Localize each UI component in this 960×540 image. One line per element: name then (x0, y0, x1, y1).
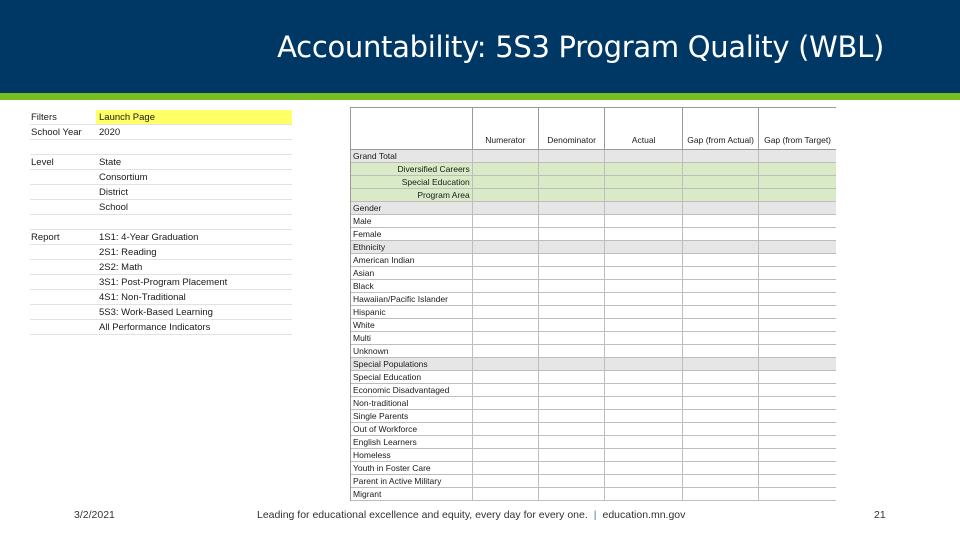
filter-value: 3S1: Post-Program Placement (99, 277, 228, 288)
filter-value: State (99, 157, 122, 168)
table-cell (682, 267, 758, 279)
filter-key (30, 140, 96, 154)
table-cell (538, 176, 604, 188)
table-cell (758, 319, 836, 331)
table-cell (682, 384, 758, 396)
filter-row (30, 155, 292, 170)
table-row (351, 475, 836, 488)
filter-row (30, 215, 292, 230)
filter-key: Level (31, 157, 54, 168)
filter-key (30, 260, 96, 274)
table-cell (604, 319, 682, 331)
table-cell (472, 475, 538, 487)
report-table-body (351, 150, 836, 501)
table-cell (472, 488, 538, 500)
table-cell (472, 462, 538, 474)
table-cell (472, 254, 538, 266)
table-row (351, 267, 836, 280)
filter-row (30, 230, 292, 245)
table-cell (682, 293, 758, 305)
row-label: Program Area (417, 190, 470, 200)
table-cell (538, 488, 604, 500)
row-label: Parent in Active Military (353, 476, 442, 486)
table-cell (604, 410, 682, 422)
table-cell (682, 449, 758, 461)
table-cell (758, 423, 836, 435)
table-cell (604, 293, 682, 305)
table-cell (472, 436, 538, 448)
filter-value: 2S2: Math (99, 262, 143, 273)
table-cell (758, 254, 836, 266)
table-cell (472, 241, 538, 253)
table-row (351, 358, 836, 371)
report-table (350, 107, 836, 501)
table-cell (682, 358, 758, 370)
table-cell (758, 202, 836, 214)
filter-row (30, 125, 292, 140)
table-cell (538, 189, 604, 201)
filter-value: District (99, 187, 129, 198)
table-cell (472, 176, 538, 188)
table-row (351, 202, 836, 215)
table-cell (604, 202, 682, 214)
filter-value (96, 215, 292, 229)
table-cell (604, 423, 682, 435)
table-cell (538, 293, 604, 305)
table-row (351, 215, 836, 228)
row-label: Diversified Careers (397, 164, 470, 174)
table-cell (758, 332, 836, 344)
table-cell (604, 280, 682, 292)
table-cell (758, 241, 836, 253)
table-cell (682, 462, 758, 474)
table-row (351, 176, 836, 189)
row-label: Multi (353, 333, 371, 343)
table-cell (758, 345, 836, 357)
table-cell (472, 228, 538, 240)
filter-row (30, 260, 292, 275)
table-row (351, 293, 836, 306)
filter-row (30, 200, 292, 215)
table-cell (538, 462, 604, 474)
row-label: Economic Disadvantaged (353, 385, 450, 395)
table-row (351, 449, 836, 462)
table-cell (604, 332, 682, 344)
filter-row (30, 170, 292, 185)
table-cell (472, 449, 538, 461)
filter-value: 5S3: Work-Based Learning (99, 307, 213, 318)
row-label: Out of Workforce (353, 424, 418, 434)
table-cell (604, 254, 682, 266)
table-cell (758, 410, 836, 422)
row-label: Special Education (353, 372, 422, 382)
row-label: Unknown (353, 346, 389, 356)
row-label: Hawaiian/Pacific Islander (353, 294, 448, 304)
table-cell (472, 163, 538, 175)
table-cell (758, 449, 836, 461)
table-row (351, 228, 836, 241)
table-cell (472, 150, 538, 162)
report-table-header (351, 108, 836, 150)
table-cell (758, 163, 836, 175)
table-cell (758, 215, 836, 227)
table-cell (604, 215, 682, 227)
row-label: Special Education (401, 177, 470, 187)
table-cell (472, 189, 538, 201)
filter-key (30, 320, 96, 334)
table-cell (758, 475, 836, 487)
table-row (351, 410, 836, 423)
table-cell (682, 241, 758, 253)
table-cell (538, 267, 604, 279)
table-row (351, 345, 836, 358)
table-cell (682, 163, 758, 175)
table-cell (604, 358, 682, 370)
table-cell (682, 345, 758, 357)
table-cell (758, 462, 836, 474)
table-row (351, 488, 836, 501)
table-cell (758, 280, 836, 292)
row-label: Special Populations (353, 359, 428, 369)
column-header-numerator: Numerator (472, 108, 538, 149)
column-header-gap-target: Gap (from Target) (758, 108, 836, 149)
column-header-actual: Actual (604, 108, 682, 149)
table-cell (604, 150, 682, 162)
table-cell (682, 306, 758, 318)
filter-row (30, 275, 292, 290)
table-cell (604, 176, 682, 188)
table-cell (682, 228, 758, 240)
table-cell (604, 462, 682, 474)
table-cell (472, 410, 538, 422)
filter-key (30, 245, 96, 259)
filter-key (30, 170, 96, 184)
table-cell (538, 423, 604, 435)
filter-row (30, 320, 292, 335)
table-row (351, 371, 836, 384)
table-cell (538, 306, 604, 318)
filter-row (30, 185, 292, 200)
slide-title: Accountability: 5S3 Program Quality (WBL) (277, 30, 884, 64)
filter-key (30, 215, 96, 229)
row-label: Black (353, 281, 374, 291)
row-label: Non-traditional (353, 398, 409, 408)
filter-key (30, 290, 96, 304)
table-cell (538, 384, 604, 396)
table-cell (682, 280, 758, 292)
table-cell (682, 410, 758, 422)
table-cell (538, 410, 604, 422)
table-cell (604, 267, 682, 279)
table-row (351, 254, 836, 267)
filter-key: School Year (31, 127, 82, 138)
table-cell (758, 293, 836, 305)
filter-key: Filters (31, 112, 57, 123)
table-cell (538, 202, 604, 214)
table-row (351, 332, 836, 345)
filter-value: Consortium (99, 172, 148, 183)
table-cell (682, 371, 758, 383)
filter-row (30, 305, 292, 320)
table-cell (758, 189, 836, 201)
table-cell (682, 488, 758, 500)
table-cell (472, 267, 538, 279)
footer-tagline-group (257, 509, 685, 521)
filter-value: Launch Page (96, 110, 292, 124)
table-row (351, 436, 836, 449)
filter-value: 1S1: 4-Year Graduation (99, 232, 199, 243)
table-cell (538, 319, 604, 331)
filter-key (30, 200, 96, 214)
footer-date: 3/2/2021 (74, 509, 115, 521)
table-cell (682, 423, 758, 435)
table-cell (682, 397, 758, 409)
table-cell (604, 488, 682, 500)
table-cell (758, 371, 836, 383)
table-cell (472, 384, 538, 396)
table-cell (758, 436, 836, 448)
table-row (351, 189, 836, 202)
filter-value: School (99, 202, 129, 213)
filter-row (30, 110, 292, 125)
table-cell (472, 332, 538, 344)
table-cell (472, 293, 538, 305)
filter-value: 2020 (99, 127, 121, 138)
filter-value (96, 140, 292, 154)
header-blank-cell (351, 108, 472, 149)
table-cell (538, 150, 604, 162)
table-row (351, 384, 836, 397)
filter-row (30, 140, 292, 155)
table-cell (472, 202, 538, 214)
table-cell (682, 215, 758, 227)
table-cell (682, 150, 758, 162)
filter-row (30, 290, 292, 305)
table-cell (538, 241, 604, 253)
row-label: English Learners (353, 437, 417, 447)
header-accent-stripe (0, 93, 960, 100)
table-cell (538, 280, 604, 292)
table-row (351, 163, 836, 176)
column-header-gap-actual: Gap (from Actual) (682, 108, 758, 149)
table-cell (538, 163, 604, 175)
table-cell (538, 371, 604, 383)
table-cell (538, 436, 604, 448)
table-cell (682, 202, 758, 214)
table-cell (538, 449, 604, 461)
table-row (351, 319, 836, 332)
row-label: White (353, 320, 375, 330)
table-row (351, 280, 836, 293)
filter-value: 4S1: Non-Traditional (99, 292, 186, 303)
table-cell (604, 241, 682, 253)
table-cell (472, 423, 538, 435)
table-cell (682, 319, 758, 331)
page-number: 21 (874, 509, 886, 521)
table-cell (682, 176, 758, 188)
filter-key (30, 185, 96, 199)
table-cell (758, 397, 836, 409)
table-row (351, 462, 836, 475)
table-cell (758, 306, 836, 318)
filter-key: Report (31, 232, 60, 243)
row-label: Ethnicity (353, 242, 386, 252)
row-label: Male (353, 216, 372, 226)
row-label: Homeless (353, 450, 391, 460)
filters-panel (30, 110, 292, 335)
table-cell (472, 306, 538, 318)
table-cell (604, 436, 682, 448)
table-cell (538, 215, 604, 227)
table-row (351, 423, 836, 436)
table-cell (538, 332, 604, 344)
table-cell (538, 228, 604, 240)
table-cell (758, 384, 836, 396)
column-header-denominator: Denominator (538, 108, 604, 149)
table-cell (538, 254, 604, 266)
table-cell (758, 488, 836, 500)
row-label: American Indian (353, 255, 415, 265)
table-cell (758, 150, 836, 162)
table-cell (604, 228, 682, 240)
row-label: Migrant (353, 489, 382, 499)
row-label: Youth in Foster Care (353, 463, 431, 473)
table-cell (538, 397, 604, 409)
table-cell (538, 358, 604, 370)
table-cell (682, 332, 758, 344)
table-cell (604, 371, 682, 383)
table-cell (758, 267, 836, 279)
footer-tagline: Leading for educational excellence and equity, every day for every one. (257, 509, 588, 521)
filter-key (30, 305, 96, 319)
table-cell (472, 345, 538, 357)
table-cell (538, 345, 604, 357)
table-cell (604, 163, 682, 175)
filter-value: 2S1: Reading (99, 247, 157, 258)
table-row (351, 397, 836, 410)
table-cell (472, 371, 538, 383)
table-cell (472, 397, 538, 409)
filter-key (30, 275, 96, 289)
table-cell (604, 449, 682, 461)
table-cell (682, 254, 758, 266)
table-cell (758, 176, 836, 188)
table-row (351, 241, 836, 254)
table-cell (472, 358, 538, 370)
table-cell (604, 189, 682, 201)
table-cell (682, 189, 758, 201)
table-cell (604, 345, 682, 357)
row-label: Gender (353, 203, 382, 213)
table-cell (472, 280, 538, 292)
table-row (351, 150, 836, 163)
row-label: Female (353, 229, 382, 239)
row-label: Hispanic (353, 307, 386, 317)
table-cell (472, 215, 538, 227)
table-cell (604, 306, 682, 318)
row-label: Grand Total (353, 151, 397, 161)
table-cell (758, 228, 836, 240)
table-row (351, 306, 836, 319)
footer-website: education.mn.gov (602, 509, 686, 521)
table-cell (682, 436, 758, 448)
table-cell (538, 475, 604, 487)
table-cell (604, 475, 682, 487)
table-cell (604, 397, 682, 409)
table-cell (758, 358, 836, 370)
row-label: Single Parents (353, 411, 409, 421)
row-label: Asian (353, 268, 375, 278)
table-cell (682, 475, 758, 487)
table-cell (604, 384, 682, 396)
filter-value: All Performance Indicators (99, 322, 211, 333)
table-cell (472, 319, 538, 331)
footer-separator: | (593, 509, 597, 521)
filter-row (30, 245, 292, 260)
